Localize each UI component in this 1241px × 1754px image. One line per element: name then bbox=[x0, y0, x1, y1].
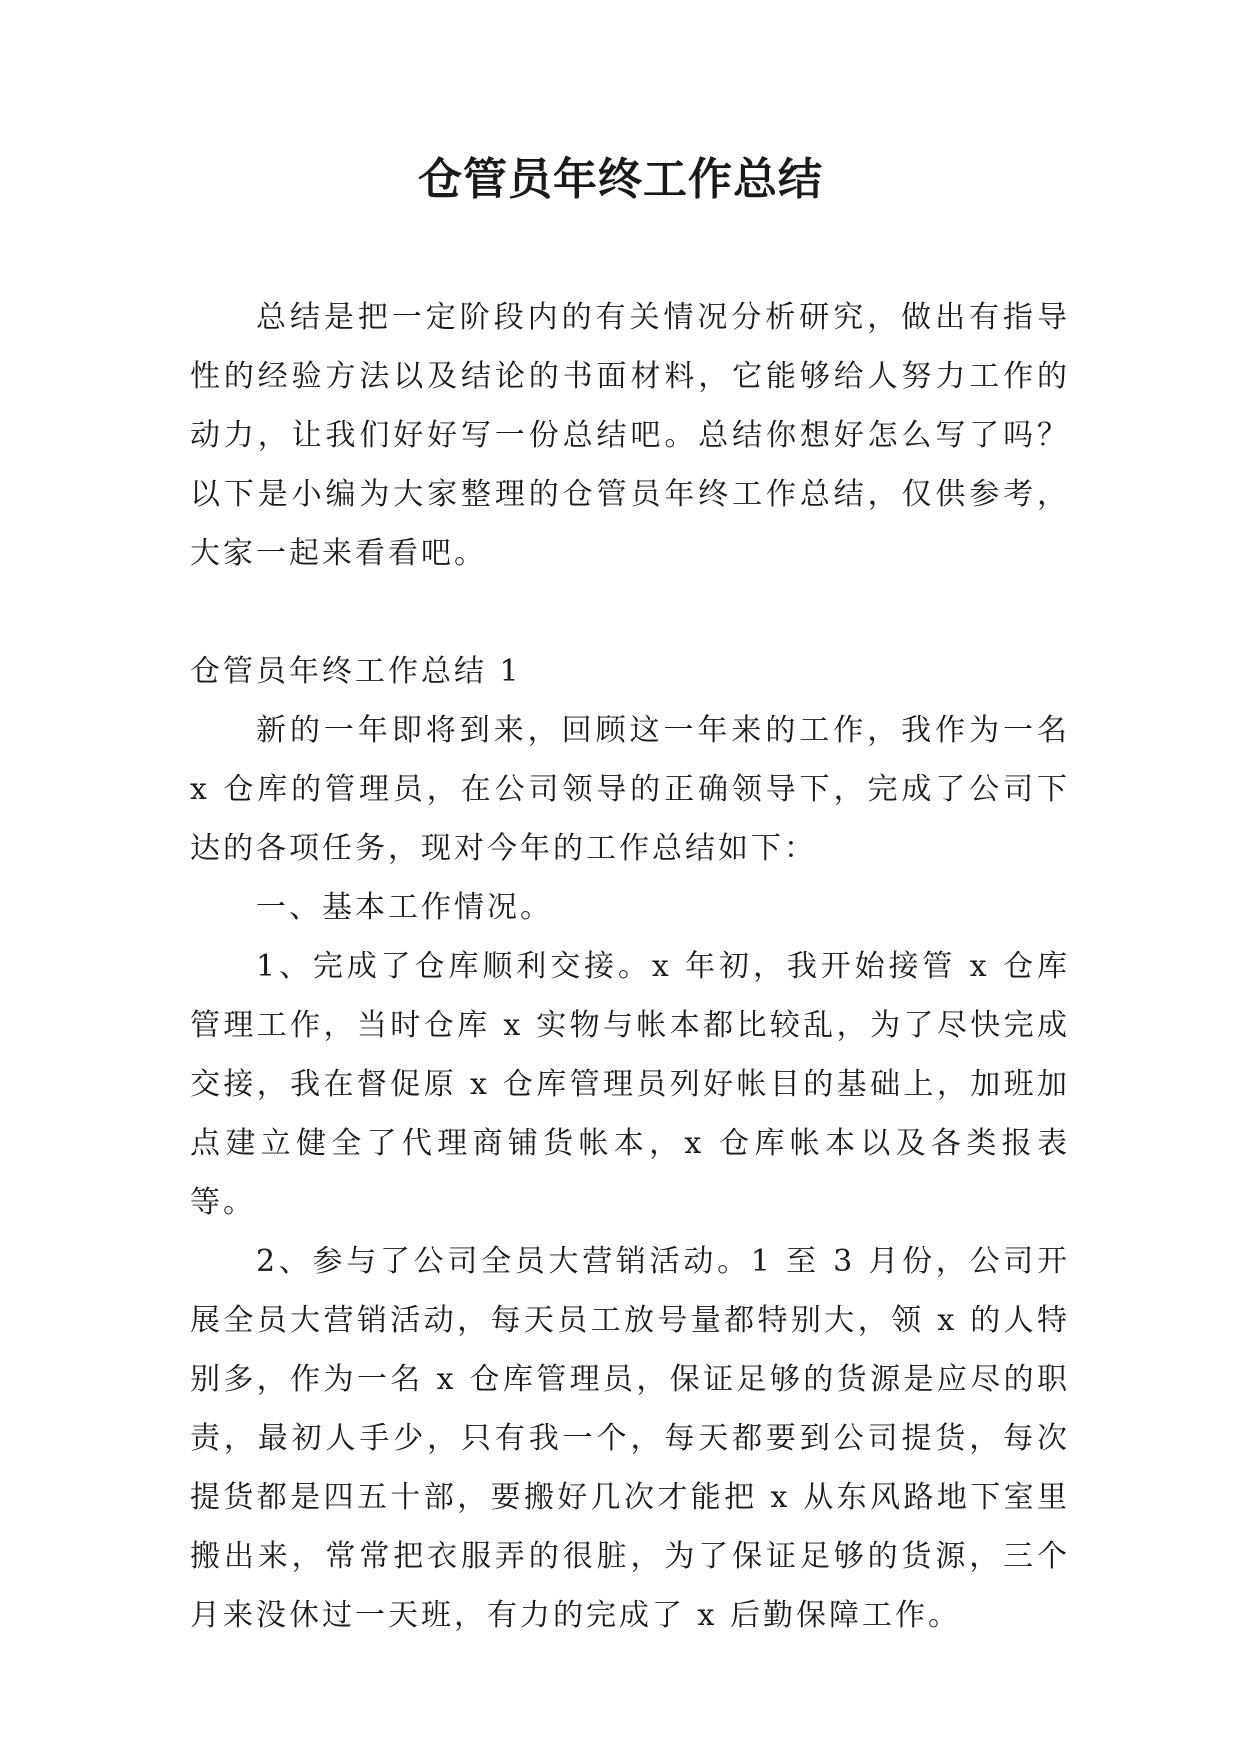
body-paragraph-1: 新的一年即将到来，回顾这一年来的工作，我作为一名 x 仓库的管理员，在公司领导的正确领导下，完成了公司下达的各项任务，现对今年的工作总结如下： bbox=[190, 713, 1070, 866]
body-paragraph-3: 1、完成了仓库顺利交接。x 年初，我开始接管 x 仓库管理工作，当时仓库 x 实物与帐本都比较乱，为了尽快完成交接，我在督促原 x 仓库管理员列好帐目的基础上，加班加点建立健全了代理商铺货帐本，x 仓库帐本以及各类报表等。 bbox=[190, 949, 1070, 1220]
intro-paragraph: 总结是把一定阶段内的有关情况分析研究，做出有指导性的经验方法以及结论的书面材料，它能够给人努力工作的动力，让我们好好写一份总结吧。总结你想好怎么写了吗？以下是小编为大家整理的仓管员年终工作总结，仅供参考，大家一起来看看吧。 bbox=[190, 300, 1070, 571]
section-heading: 仓管员年终工作总结 1 bbox=[190, 654, 522, 689]
document-body bbox=[190, 288, 1070, 1645]
body-paragraph-4: 2、参与了公司全员大营销活动。1 至 3 月份，公司开展全员大营销活动，每天员工放号量都特别大，领 x 的人特别多，作为一名 x 仓库管理员，保证足够的货源是应尽的职责，最初人手少，只有我一个，每天都要到公司提货，每次提货都是四五十部，要搬好几次才能把 x 从东风路地下室里搬出来，常常把衣服弄的很脏，为了保证足够的货源，三个月来没休过一天班，有力的完成了 x 后勤保障工作。 bbox=[190, 1244, 1070, 1633]
paragraph-gap bbox=[190, 583, 1070, 642]
body-paragraph-2: 一、基本工作情况。 bbox=[256, 890, 553, 925]
document-title: 仓管员年终工作总结 bbox=[418, 154, 823, 205]
